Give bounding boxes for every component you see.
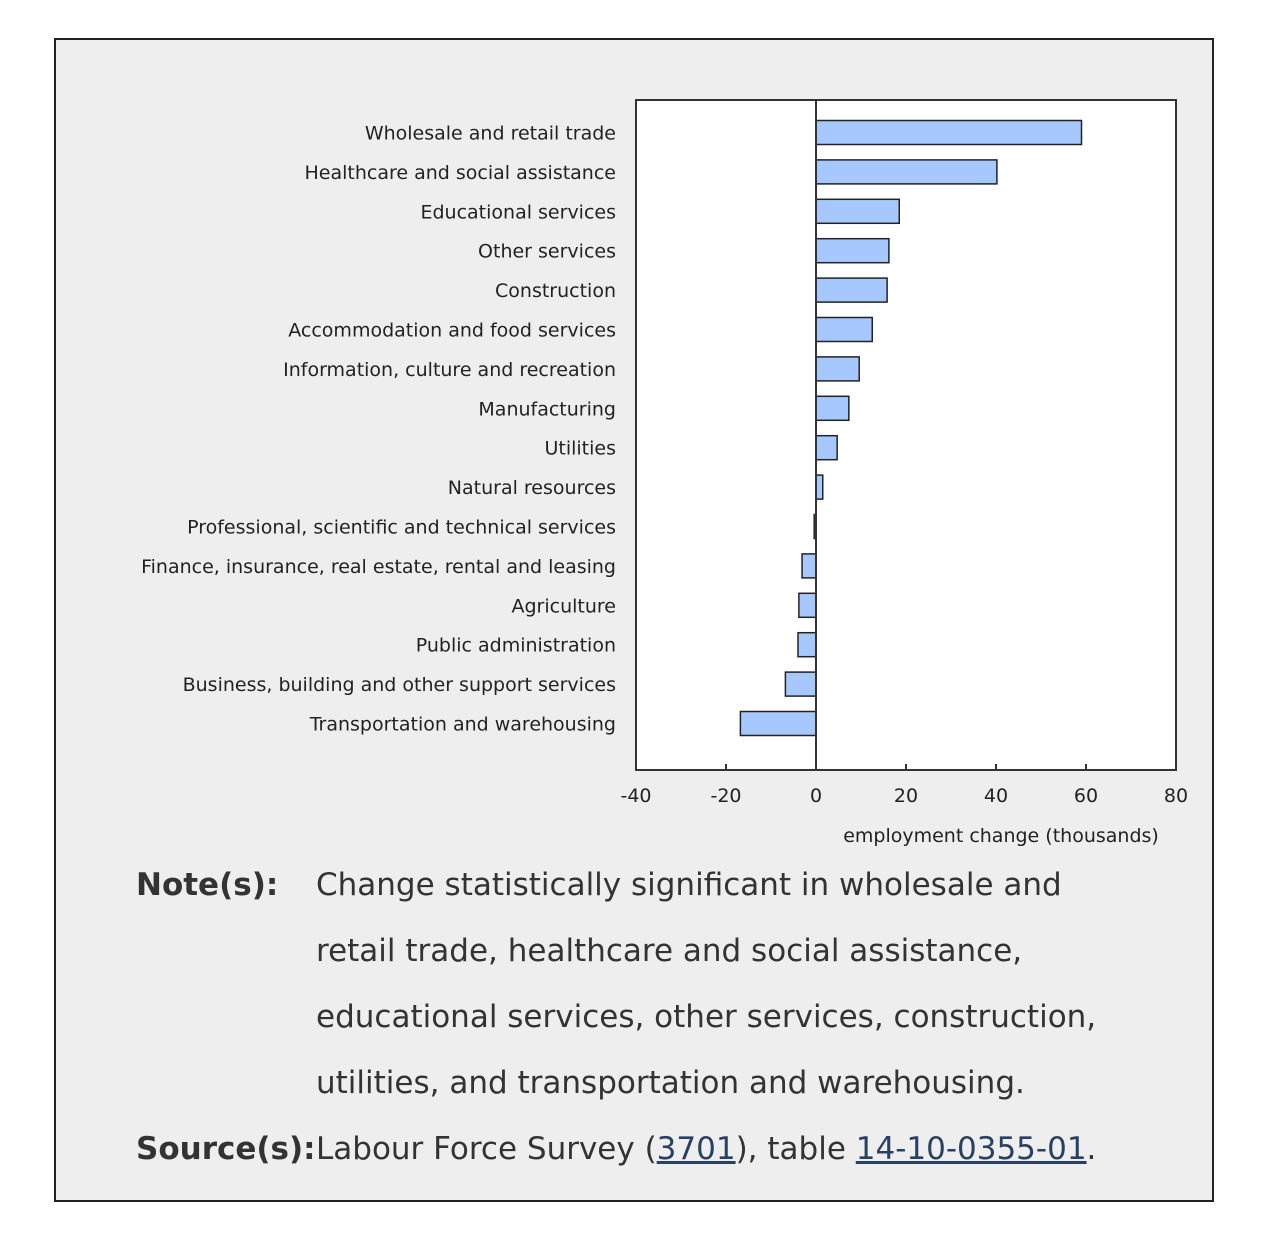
category-label: Other services xyxy=(478,240,616,263)
category-label: Healthcare and social assistance xyxy=(304,161,616,184)
bar xyxy=(785,672,816,696)
note-label: Note(s): xyxy=(136,867,279,903)
source-prefix: Labour Force Survey ( xyxy=(316,1131,657,1167)
category-label: Transportation and warehousing xyxy=(309,713,616,736)
bar xyxy=(816,475,823,499)
source-middle: ), table xyxy=(735,1131,856,1167)
bar-chart xyxy=(56,40,1212,850)
category-label: Public administration xyxy=(415,634,616,657)
x-tick-label: 20 xyxy=(893,785,919,807)
bar xyxy=(740,712,816,736)
bar xyxy=(816,199,899,223)
notes-section xyxy=(136,852,1136,1182)
bar xyxy=(799,593,816,617)
note-text: Change statistically significant in wholesale and retail trade, healthcare and social assistance, educational services, other services, construction, utilities, and transportation and warehousing. xyxy=(316,867,1097,1101)
chart-figure xyxy=(54,38,1214,1202)
bar xyxy=(816,396,849,420)
x-tick-label: -20 xyxy=(710,785,742,807)
bar xyxy=(816,160,997,184)
category-label: Utilities xyxy=(544,437,616,460)
category-label: Accommodation and food services xyxy=(288,319,616,342)
bar xyxy=(816,239,889,263)
source-row xyxy=(136,1116,1136,1182)
x-tick-label: 60 xyxy=(1073,785,1099,807)
source-label: Source(s): xyxy=(136,1131,316,1167)
bar xyxy=(798,633,816,657)
category-label: Agriculture xyxy=(511,595,616,618)
bar xyxy=(816,436,837,460)
x-axis-title: employment change (thousands) xyxy=(843,825,1159,847)
category-label: Natural resources xyxy=(447,477,616,500)
category-label: Manufacturing xyxy=(478,398,616,421)
bar xyxy=(816,121,1082,145)
plot-area xyxy=(636,100,1176,770)
category-label: Educational services xyxy=(420,201,616,224)
x-tick-label: 80 xyxy=(1163,785,1189,807)
table-link[interactable]: 14-10-0355-01 xyxy=(855,1131,1087,1167)
category-label: Business, building and other support services xyxy=(182,674,616,697)
bar xyxy=(816,357,859,381)
note-row xyxy=(136,852,1136,1116)
category-label: Construction xyxy=(495,280,616,303)
source-suffix: . xyxy=(1086,1131,1097,1167)
x-tick-label: 0 xyxy=(809,785,823,807)
category-label: Wholesale and retail trade xyxy=(364,122,616,145)
category-label: Professional, scientific and technical services xyxy=(187,516,616,539)
survey-link[interactable]: 3701 xyxy=(656,1131,736,1167)
bar xyxy=(816,318,872,342)
x-tick-label: -40 xyxy=(620,785,652,807)
bar xyxy=(802,554,816,578)
category-label: Information, culture and recreation xyxy=(283,358,616,381)
category-label: Finance, insurance, real estate, rental and leasing xyxy=(141,555,616,578)
x-tick-label: 40 xyxy=(983,785,1009,807)
source-text xyxy=(316,1116,1136,1182)
bar xyxy=(816,278,887,302)
